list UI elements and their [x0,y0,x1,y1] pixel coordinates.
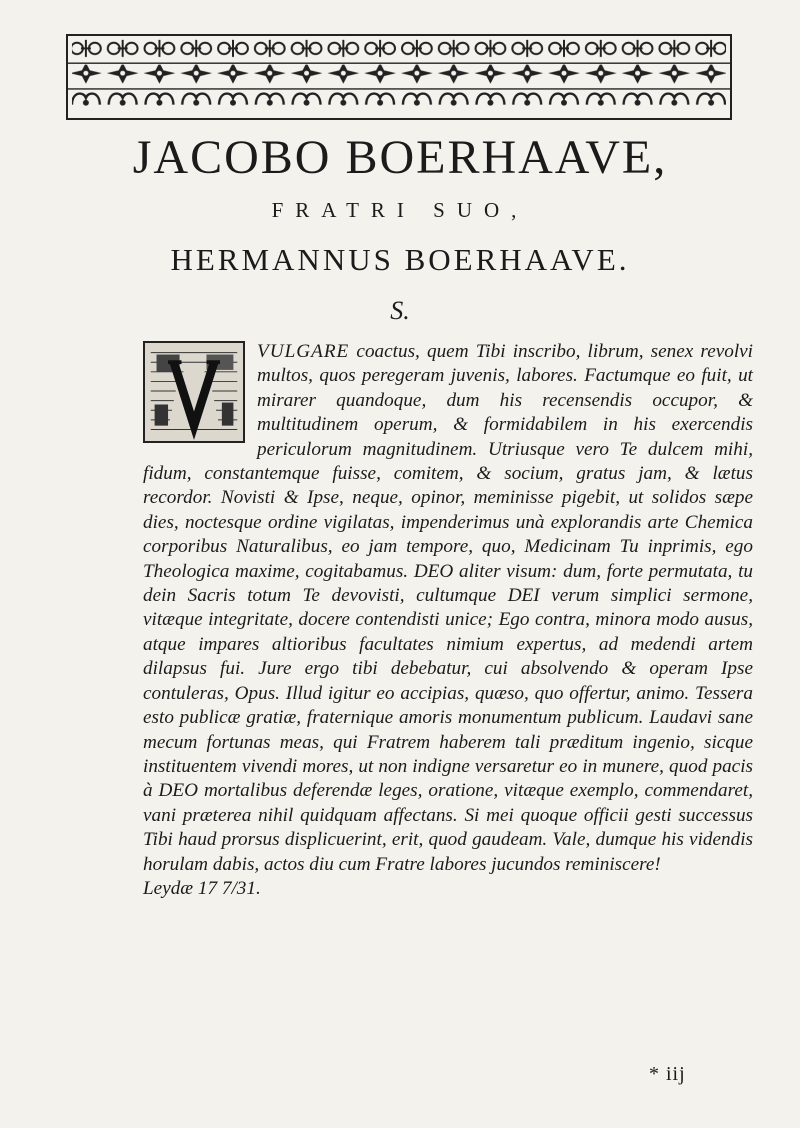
signature-mark: * iij [649,1063,686,1085]
initial-space [143,340,251,440]
author-line: HERMANNUS BOERHAAVE. [170,242,630,277]
relation-line: FRATRI SUO, [271,198,529,222]
letter-body: coactus, quem Tibi inscribo, librum, senex revolvi multos, quos peregeram juvenis, labores. Factumque eo fuit, ut mirarer quandoque, dum his recensendis occupor, & multitudinem operum, & formidabilem in his exercendis periculorum magnitudinem. Utriusque vero Te dulcem mihi, fidum, constantemque fuisse, comitem, & socium, gratus jam, & lætus recordor. Novisti & Ipse, neque, opinor, meminisse pigebit, ut solidos sæpe dies, noctesque ordine vigilatas, impenderimus unà explorandis arte Chemica corporibus Naturalibus, eo jam tempore, quo, Medicinam Tu inprimis, ego Theologica maxime, cogitabamus. DEO aliter visum: dum, forte permutata, tu dein Sacris totum Te devovisti, cultumque DEI verum simplici sermone, vitæque integritate, docere contendisti unice; Ego contra, minora modo ausus, atque impares altioribus facultates nimium expertus, ad medendi artem dilapsus fui. Jure ergo tibi debebatur, cui absolvendo & operam Ipse contuleras, Opus. Illud igitur eo accipias, quæso, quo offertur, animo. Tessera esto publicæ gratiæ, fraternique amoris monumentum publicum. Laudavi sane mecum fortunas meas, qui Fratrem haberem tali præditum ingenio, sicque instituentem vivendi mores, ut non indigne versaretur eo in munere, quod pacis à DEO mortalibus deferendæ leges, oratione, vitæque exemplo, commendaret, vani præterea nihil quidquam affectans. Si mei quoque officii gesti successus Tibi haud prorsus displicuerint, erit, quod gaudeam. Vale, dumque his videndis horulam dabis, actos diu cum Fratre labores jucundos reminiscere! [143,341,753,875]
opening-word: VULGARE [257,341,350,362]
salutation: S. [390,296,410,325]
ornamental-headpiece [66,34,732,120]
dedicatee-heading: JACOBO BOERHAAVE, [132,131,668,184]
dedication-letter-text [143,340,753,901]
headpiece-ornament-pattern [68,36,730,118]
place-date: Leydæ 17 7/31. [143,877,261,899]
